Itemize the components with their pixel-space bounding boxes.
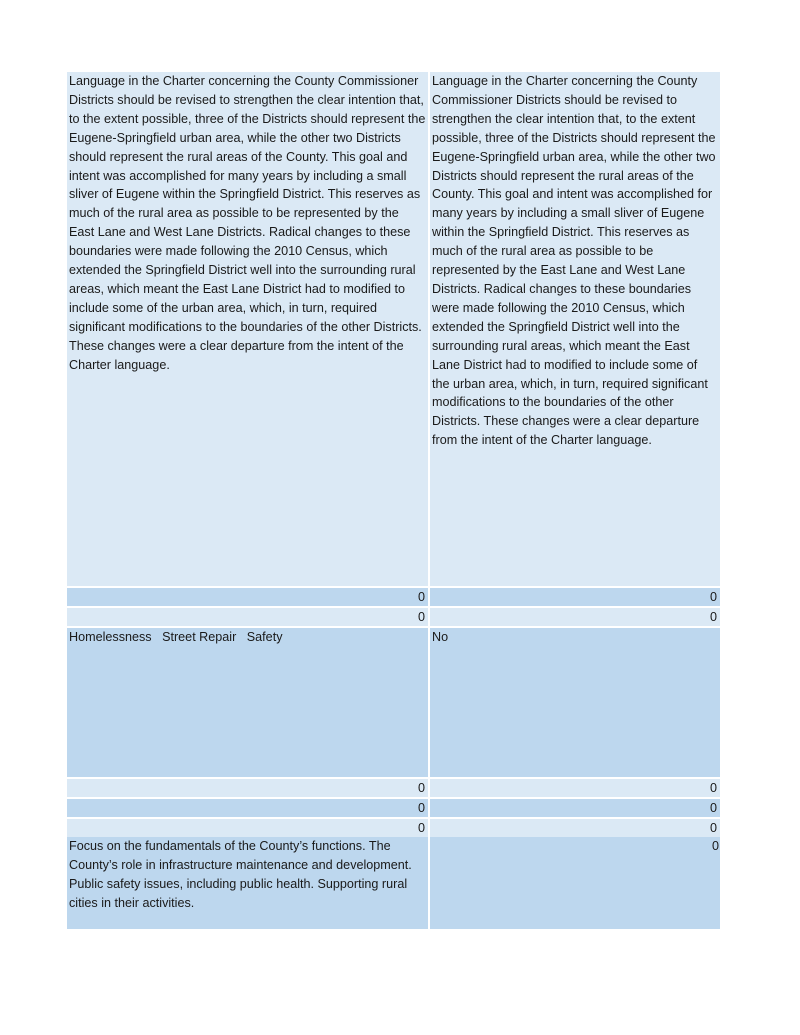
value-cell: 0	[67, 779, 428, 797]
value-cell: 0	[430, 819, 720, 837]
table-row	[67, 628, 720, 777]
value-cell: 0	[430, 588, 720, 606]
value-cell: 0	[430, 799, 720, 817]
charter-comment-cell-1: Language in the Charter concerning the County Commissioner Districts should be revised to strengthen the clear intention that, to the extent possible, three of the Districts should represent the Eugene-Springfield urban area, while the other two Districts should represent the rural areas of the County. This goal and intent was accomplished for many years by including a small sliver of Eugene within the Springfield District. This reserves as much of the rural area as possible to be represented by the East Lane and West Lane Districts. Radical changes to these boundaries were made following the 2010 Census, which extended the Springfield District well into the surrounding rural areas, which meant the East Lane District had to modified to include some of the urban area, which, in turn, required significant modifications to the boundaries of the other Districts. These changes were a clear departure from the intent of the Charter language.	[67, 72, 428, 586]
value-cell: 0	[67, 608, 428, 626]
focus-comment-cell: Focus on the fundamentals of the County’s functions. The County’s role in infrastructure maintenance and development. Public safety issues, including public health. Supporting rural cities in their activities.	[67, 837, 428, 929]
value-cell: 0	[430, 779, 720, 797]
value-cell: 0	[67, 819, 428, 837]
table-row	[67, 72, 720, 586]
table-row	[67, 819, 720, 837]
spreadsheet	[67, 72, 720, 929]
table-row	[67, 608, 720, 626]
table-row	[67, 588, 720, 606]
priorities-cell-2: No	[430, 628, 720, 777]
value-cell: 0	[67, 799, 428, 817]
value-cell: 0	[430, 608, 720, 626]
table-row	[67, 799, 720, 817]
value-cell: 0	[67, 588, 428, 606]
table-row	[67, 779, 720, 797]
focus-value-cell	[430, 837, 720, 929]
table-row	[67, 837, 720, 929]
value-cell: 0	[711, 839, 719, 853]
charter-comment-cell-2: Language in the Charter concerning the County Commissioner Districts should be revised to strengthen the clear intention that, to the extent possible, three of the Districts should represent the Eugene-Springfield urban area, while the other two Districts should represent the rural areas of the County. This goal and intent was accomplished for many years by including a small sliver of Eugene within the Springfield District. This reserves as much of the rural area as possible to be represented by the East Lane and West Lane Districts. Radical changes to these boundaries were made following the 2010 Census, which extended the Springfield District well into the surrounding rural areas, which meant the East Lane District had to modified to include some of the urban area, which, in turn, required significant modifications to the boundaries of the other Districts. These changes were a clear departure from the intent of the Charter language.	[430, 72, 720, 586]
priorities-cell-1: Homelessness Street Repair Safety	[67, 628, 428, 777]
